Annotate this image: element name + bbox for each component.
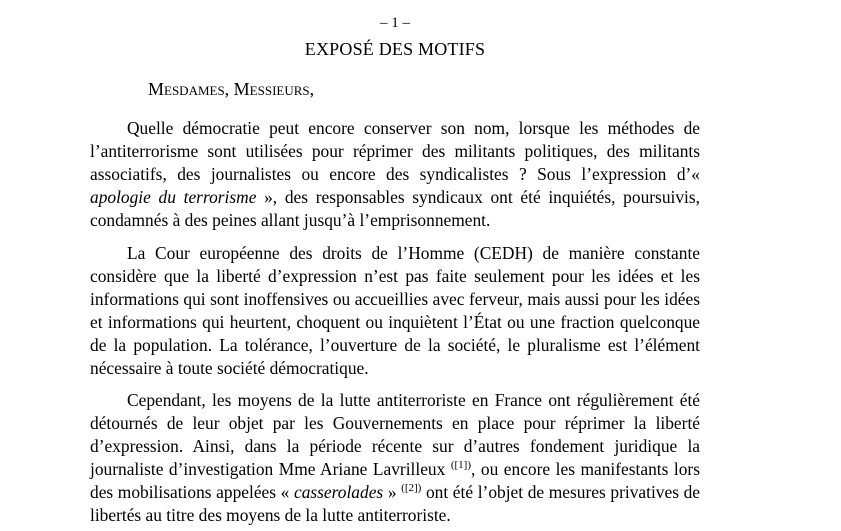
paragraph-2: [90, 242, 700, 380]
paragraph-3-part-3: »: [383, 482, 402, 502]
paragraph-3-part-1: Cependant, les moyens de la lutte antiterroriste en France ont régulièrement été détournés de leur objet par les Gouvernements en place pour réprimer la liberté d’expression. Ainsi, dans la période récente sur d’autres fondement juridique la journaliste d’investigation Mme Ariane Lavrilleux: [90, 390, 700, 479]
footnote-ref-2[interactable]: ([2]): [401, 482, 422, 495]
paragraph-1-text: [90, 117, 700, 232]
paragraph-1-part-2: », des responsables syndicaux ont été inquiétés, poursuivis, condamnés à des peines allant jusqu’à l’emprisonnement.: [90, 187, 700, 230]
paragraph-2-text: La Cour européenne des droits de l’Homme (CEDH) de manière constante considère que la liberté d’expression n’est pas faite seulement pour les idées et les informations qui sont inoffensives ou accueillies avec ferveur, mais aussi pour les idées et informations qui heurtent, choquent ou inquiètent l’État ou une fraction quelconque de la population. La tolérance, l’ouverture de la société, le pluralisme est l’élément nécessaire à toute société démocratique.: [90, 243, 700, 378]
paragraph-1-italic-term: apologie du terrorisme: [90, 187, 257, 207]
paragraph-3-text: [90, 389, 700, 527]
footnote-ref-1[interactable]: ([1]): [450, 459, 471, 472]
paragraph-3: [90, 389, 700, 527]
paragraph-3-part-2: , ou encore les manifestants lors des mobilisations appelées «: [90, 459, 700, 502]
paragraph-1-part-1: Quelle démocratie peut encore conserver son nom, lorsque les méthodes de l’antiterrorisme sont utilisées pour réprimer des militants politiques, des militants associatifs, des journalistes ou encore des syndicalistes ? Sous l’expression d’«: [90, 118, 700, 184]
paragraph-1: [90, 117, 700, 232]
salutation: Mesdames, Messieurs,: [148, 79, 315, 99]
section-title: EXPOSÉ DES MOTIFS: [304, 39, 486, 59]
page-number: – 1 –: [380, 15, 410, 31]
paragraph-3-part-4: ont été l’objet de mesures privatives de libertés au titre des moyens de la lutte antiterroriste.: [90, 482, 701, 525]
paragraph-3-italic-term: casserolades: [293, 482, 384, 502]
